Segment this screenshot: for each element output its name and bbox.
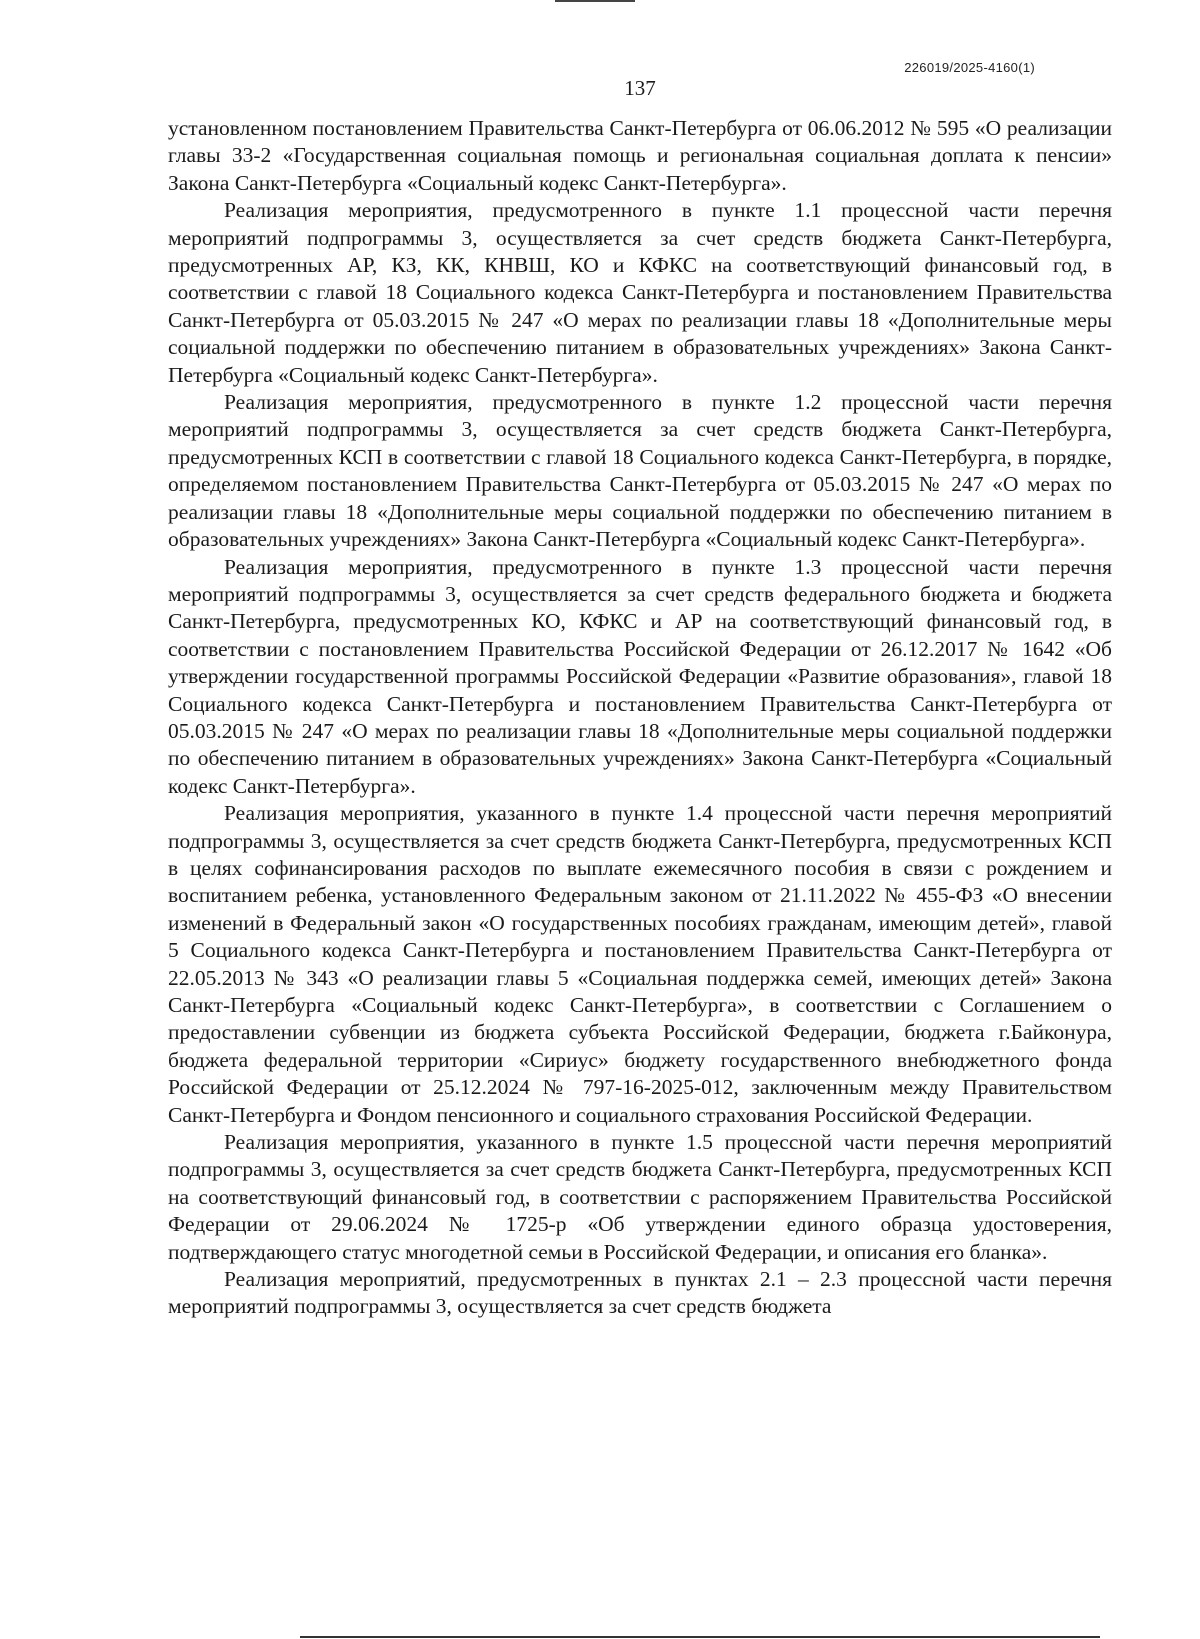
paragraph-item-1-3: Реализация мероприятия, предусмотренного в пункте 1.3 процессной части перечня мероприятий подпрограммы 3, осуществляется за счет средств федерального бюджета и бюджета Санкт-Петербурга, предусмотренных КО, КФКС и АР на соответствующий финансовый год, в соответствии с постановлением Правительства Российской Федерации от 26.12.2017 № 1642 «Об утверждении государственной программы Российской Федерации «Развитие образования», главой 18 Социального кодекса Санкт-Петербурга и постановлением Правительства Санкт-Петербурга от 05.03.2015 № 247 «О мерах по реализации главы 18 «Дополнительные меры социальной поддержки по обеспечению питанием в образовательных учреждениях» Закона Санкт-Петербурга «Социальный кодекс Санкт-Петербурга». xyxy=(168,554,1112,798)
document-id: 226019/2025-4160(1) xyxy=(904,60,1035,75)
scan-bottom-edge xyxy=(300,1636,1100,1638)
paragraph-item-1-4: Реализация мероприятия, указанного в пункте 1.4 процессной части перечня мероприятий подпрограммы 3, осуществляется за счет средств бюджета Санкт-Петербурга, предусмотренных КСП в целях софинансирования расходов по выплате ежемесячного пособия в связи с рождением и воспитанием ребенка, установленного Федеральным законом от 21.11.2022 № 455-ФЗ «О внесении изменений в Федеральный закон «О государственных пособиях гражданам, имеющим детей», главой 5 Социального кодекса Санкт-Петербурга и постановлением Правительства Санкт-Петербурга от 22.05.2013 № 343 «О реализации главы 5 «Социальная поддержка семей, имеющих детей» Закона Санкт-Петербурга «Социальный кодекс Санкт-Петербурга», в соответствии с Соглашением о предоставлении субвенции из бюджета субъекта Российской Федерации, бюджета г.Байконура, бюджета федеральной территории «Сириус» бюджету государственного внебюджетного фонда Российской Федерации от 25.12.2024 № 797-16-2025-012, заключенным между Правительством Санкт-Петербурга и Фондом пенсионного и социального страхования Российской Федерации. xyxy=(168,801,1112,1127)
scan-edge-mark xyxy=(555,0,635,2)
paragraph-continuation: установленном постановлением Правительства Санкт-Петербурга от 06.06.2012 № 595 «О реализации главы 33-2 «Государственная социальная помощь и региональная социальная доплата к пенсии» Закона Санкт-Петербурга «Социальный кодекс Санкт-Петербурга». xyxy=(168,116,1112,195)
paragraph-item-1-5: Реализация мероприятия, указанного в пункте 1.5 процессной части перечня мероприятий подпрограммы 3, осуществляется за счет средств бюджета Санкт-Петербурга, предусмотренных КСП на соответствующий финансовый год, в соответствии с распоряжением Правительства Российской Федерации от 29.06.2024 № 1725-р «Об утверждении единого образца удостоверения, подтверждающего статус многодетной семьи в Российской Федерации, и описания его бланка». xyxy=(168,1130,1112,1264)
paragraph-item-1-2: Реализация мероприятия, предусмотренного в пункте 1.2 процессной части перечня мероприятий подпрограммы 3, осуществляется за счет средств бюджета Санкт-Петербурга, предусмотренных КСП в соответствии с главой 18 Социального кодекса Санкт-Петербурга, в порядке, определяемом постановлением Правительства Санкт-Петербурга от 05.03.2015 № 247 «О мерах по реализации главы 18 «Дополнительные меры социальной поддержки по обеспечению питанием в образовательных учреждениях» Закона Санкт-Петербурга «Социальный кодекс Санкт-Петербурга». xyxy=(168,390,1112,552)
page-number: 137 xyxy=(624,76,656,100)
paragraph-item-1-1: Реализация мероприятия, предусмотренного в пункте 1.1 процессной части перечня мероприятий подпрограммы 3, осуществляется за счет средств бюджета Санкт-Петербурга, предусмотренных АР, КЗ, КК, КНВШ, КО и КФКС на соответствующий финансовый год, в соответствии с главой 18 Социального кодекса Санкт-Петербурга и постановлением Правительства Санкт-Петербурга от 05.03.2015 № 247 «О мерах по реализации главы 18 «Дополнительные меры социальной поддержки по обеспечению питанием в образовательных учреждениях» Закона Санкт-Петербурга «Социальный кодекс Санкт-Петербурга». xyxy=(168,198,1112,387)
paragraph-items-2-1-2-3: Реализация мероприятий, предусмотренных в пунктах 2.1 – 2.3 процессной части перечня мероприятий подпрограммы 3, осуществляется за счет средств бюджета xyxy=(168,1267,1112,1319)
document-body xyxy=(168,115,1112,1321)
